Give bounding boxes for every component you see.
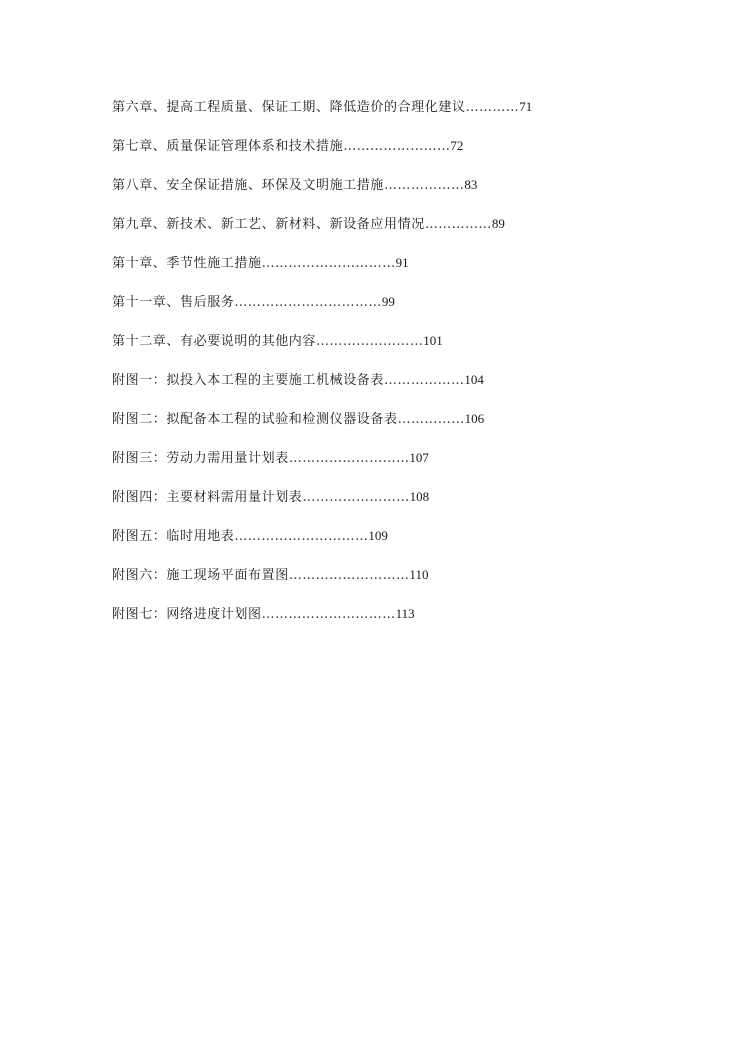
toc-entry-leader: ………………………… xyxy=(234,529,369,544)
toc-entry-leader: ……………………… xyxy=(288,451,410,466)
toc-entry-title: 第十二章、有必要说明的其他内容 xyxy=(112,334,317,349)
toc-entry xyxy=(112,330,632,369)
toc-entry-page-number: 99 xyxy=(381,294,395,309)
toc-entry-leader: ………… xyxy=(465,100,520,115)
toc-entry xyxy=(112,252,632,291)
toc-entry xyxy=(112,408,632,447)
toc-entry-title: 第七章、质量保证管理体系和技术措施 xyxy=(112,139,344,154)
toc-entry-title: 附图七：网络进度计划图 xyxy=(112,607,262,622)
toc-entry-title: 第八章、安全保证措施、环保及文明施工措施 xyxy=(112,178,385,193)
toc-entry-leader: …………………… xyxy=(343,139,451,154)
toc-entry xyxy=(112,525,632,564)
toc-entry-title: 附图六：施工现场平面布置图 xyxy=(112,568,289,583)
table-of-contents xyxy=(112,96,632,642)
toc-entry xyxy=(112,603,632,642)
toc-entry-title: 附图五：临时用地表 xyxy=(112,529,235,544)
toc-entry-page-number: 91 xyxy=(395,255,409,270)
toc-entry xyxy=(112,213,632,252)
toc-entry-page-number: 107 xyxy=(409,450,429,465)
toc-entry-title: 第九章、新技术、新工艺、新材料、新设备应用情况 xyxy=(112,217,425,232)
toc-entry-leader: ……………… xyxy=(384,373,465,388)
toc-entry xyxy=(112,135,632,174)
toc-entry-page-number: 106 xyxy=(464,411,485,426)
toc-entry-leader: …………… xyxy=(424,217,492,232)
toc-entry-leader: ………………………… xyxy=(261,607,396,622)
toc-entry-title: 附图四：主要材料需用量计划表 xyxy=(112,490,303,505)
toc-entry xyxy=(112,174,632,213)
toc-entry-page-number: 101 xyxy=(423,333,443,348)
toc-entry xyxy=(112,291,632,330)
toc-entry-page-number: 72 xyxy=(450,138,464,153)
toc-entry-title: 第十章、季节性施工措施 xyxy=(112,256,262,271)
toc-entry-page-number: 109 xyxy=(368,528,388,543)
toc-entry-title: 附图二：拟配备本工程的试验和检测仪器设备表 xyxy=(112,412,398,427)
toc-entry-page-number: 108 xyxy=(409,489,430,504)
toc-entry-leader: ……………………… xyxy=(288,568,410,583)
toc-entry-leader: …………… xyxy=(397,412,465,427)
toc-entry-leader: …………………… xyxy=(302,490,410,505)
toc-entry-page-number: 71 xyxy=(519,99,533,114)
toc-entry-page-number: 89 xyxy=(491,216,505,231)
toc-entry-page-number: 110 xyxy=(409,567,429,582)
toc-entry-leader: ………………………… xyxy=(261,256,396,271)
toc-entry-page-number: 113 xyxy=(395,606,415,621)
toc-entry xyxy=(112,369,632,408)
toc-entry-title: 附图一：拟投入本工程的主要施工机械设备表 xyxy=(112,373,385,388)
toc-entry-title: 第六章、提高工程质量、保证工期、降低造价的合理化建议 xyxy=(112,100,466,115)
toc-entry-page-number: 83 xyxy=(464,177,478,192)
toc-entry xyxy=(112,447,632,486)
toc-entry-page-number: 104 xyxy=(464,372,484,387)
toc-entry-leader: ……………… xyxy=(384,178,465,193)
toc-entry-leader: …………………………… xyxy=(234,295,382,310)
toc-entry xyxy=(112,96,632,135)
toc-entry-title: 第十一章、售后服务 xyxy=(112,295,235,310)
toc-entry xyxy=(112,564,632,603)
toc-entry-title: 附图三：劳动力需用量计划表 xyxy=(112,451,289,466)
toc-entry-leader: …………………… xyxy=(316,334,424,349)
toc-entry xyxy=(112,486,632,525)
